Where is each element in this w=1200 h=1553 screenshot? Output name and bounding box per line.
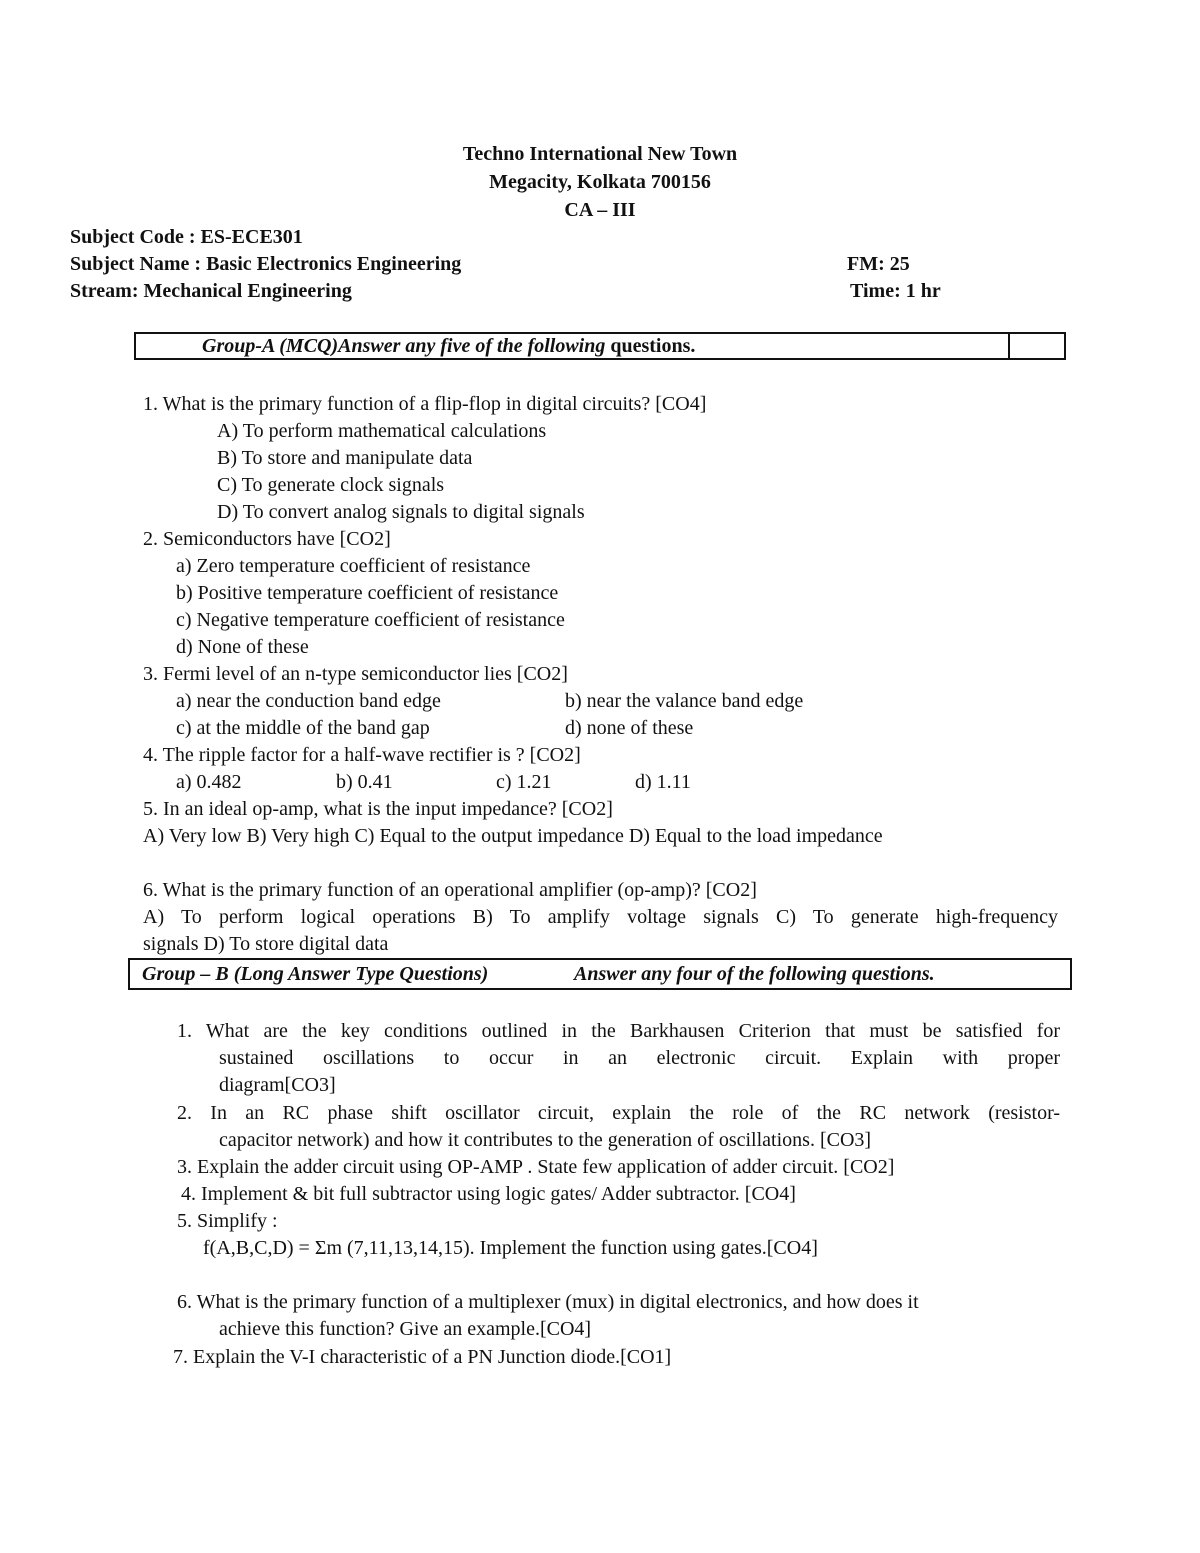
mcq-q4-option-b: b) 0.41: [336, 771, 393, 793]
mcq-q6: 6. What is the primary function of an operational amplifier (op-amp)? [CO2]: [143, 879, 757, 901]
mcq-q2: 2. Semiconductors have [CO2]: [143, 528, 391, 550]
mcq-q5-options: A) Very low B) Very high C) Equal to the output impedance D) Equal to the load impedance: [143, 825, 883, 847]
mcq-q1-option-c: C) To generate clock signals: [217, 474, 445, 496]
group-a-header-box: [134, 332, 1066, 360]
mcq-q4-option-a: a) 0.482: [176, 771, 242, 793]
mcq-q1-option-d: D) To convert analog signals to digital signals: [217, 501, 585, 523]
mcq-q2-option-c: c) Negative temperature coefficient of resistance: [176, 609, 565, 631]
long-q5-line1: 5. Simplify :: [177, 1210, 278, 1232]
mcq-q5: 5. In an ideal op-amp, what is the input impedance? [CO2]: [143, 798, 613, 820]
long-q5-line2: f(A,B,C,D) = Σm (7,11,13,14,15). Implement the function using gates.[CO4]: [203, 1237, 818, 1259]
long-q1-line3: diagram[CO3]: [219, 1074, 336, 1096]
long-q1-line2: sustained oscillations to occur in an electronic circuit. Explain with proper: [219, 1047, 1060, 1069]
group-b-title: Group – B (Long Answer Type Questions): [142, 963, 489, 985]
mcq-q4-option-c: c) 1.21: [496, 771, 552, 793]
subject-name: Subject Name : Basic Electronics Engineering: [70, 253, 462, 275]
long-q3: 3. Explain the adder circuit using OP-AMP . State few application of adder circuit. [CO2]: [177, 1156, 895, 1178]
mcq-q1-option-b: B) To store and manipulate data: [217, 447, 473, 469]
mcq-q1-option-a: A) To perform mathematical calculations: [217, 420, 547, 442]
group-a-title-text: Group-A (MCQ)Answer any five of the following: [202, 335, 606, 357]
mcq-q4-option-d: d) 1.11: [635, 771, 691, 793]
long-q2-line2: capacitor network) and how it contributes to the generation of oscillations. [CO3]: [219, 1129, 872, 1151]
mcq-q3-option-c: c) at the middle of the band gap: [176, 717, 430, 739]
mcq-q3-option-b: b) near the valance band edge: [565, 690, 804, 712]
long-q4: 4. Implement & bit full subtractor using logic gates/ Adder subtractor. [CO4]: [181, 1183, 796, 1205]
long-q2-line1: 2. In an RC phase shift oscillator circuit, explain the role of the RC network (resistor-: [177, 1102, 1060, 1124]
mcq-q1: 1. What is the primary function of a flip-flop in digital circuits? [CO4]: [143, 393, 707, 415]
mcq-q6-options-line1: A) To perform logical operations B) To amplify voltage signals C) To generate high-frequency: [143, 906, 1058, 928]
group-a-header-divider: [1008, 334, 1010, 358]
mcq-q6-options-line2: signals D) To store digital data: [143, 933, 389, 955]
group-a-title-tail: questions.: [605, 335, 696, 357]
long-q1-line1: 1. What are the key conditions outlined in the Barkhausen Criterion that must be satisfied for: [177, 1020, 1060, 1042]
group-a-title: [202, 335, 695, 358]
mcq-q2-option-a: a) Zero temperature coefficient of resistance: [176, 555, 531, 577]
long-q7: 7. Explain the V-I characteristic of a PN Junction diode.[CO1]: [173, 1346, 672, 1368]
stream: Stream: Mechanical Engineering: [70, 280, 352, 302]
mcq-q4: 4. The ripple factor for a half-wave rectifier is ? [CO2]: [143, 744, 581, 766]
mcq-q3: 3. Fermi level of an n-type semiconductor lies [CO2]: [143, 663, 568, 685]
group-b-instruction: Answer any four of the following questions.: [574, 963, 935, 985]
full-marks: FM: 25: [847, 253, 910, 275]
long-q6-line1: 6. What is the primary function of a multiplexer (mux) in digital electronics, and how does it: [177, 1291, 919, 1313]
institute-address: Megacity, Kolkata 700156: [489, 171, 711, 193]
mcq-q2-option-b: b) Positive temperature coefficient of resistance: [176, 582, 559, 604]
mcq-q3-option-a: a) near the conduction band edge: [176, 690, 441, 712]
exam-title: CA – III: [564, 199, 636, 221]
mcq-q2-option-d: d) None of these: [176, 636, 309, 658]
time-allowed: Time: 1 hr: [850, 280, 941, 302]
mcq-q3-option-d: d) none of these: [565, 717, 694, 739]
long-q6-line2: achieve this function? Give an example.[CO4]: [219, 1318, 592, 1340]
subject-code: Subject Code : ES-ECE301: [70, 226, 303, 248]
institute-name: Techno International New Town: [462, 143, 738, 165]
group-b-header-box: [128, 958, 1072, 990]
